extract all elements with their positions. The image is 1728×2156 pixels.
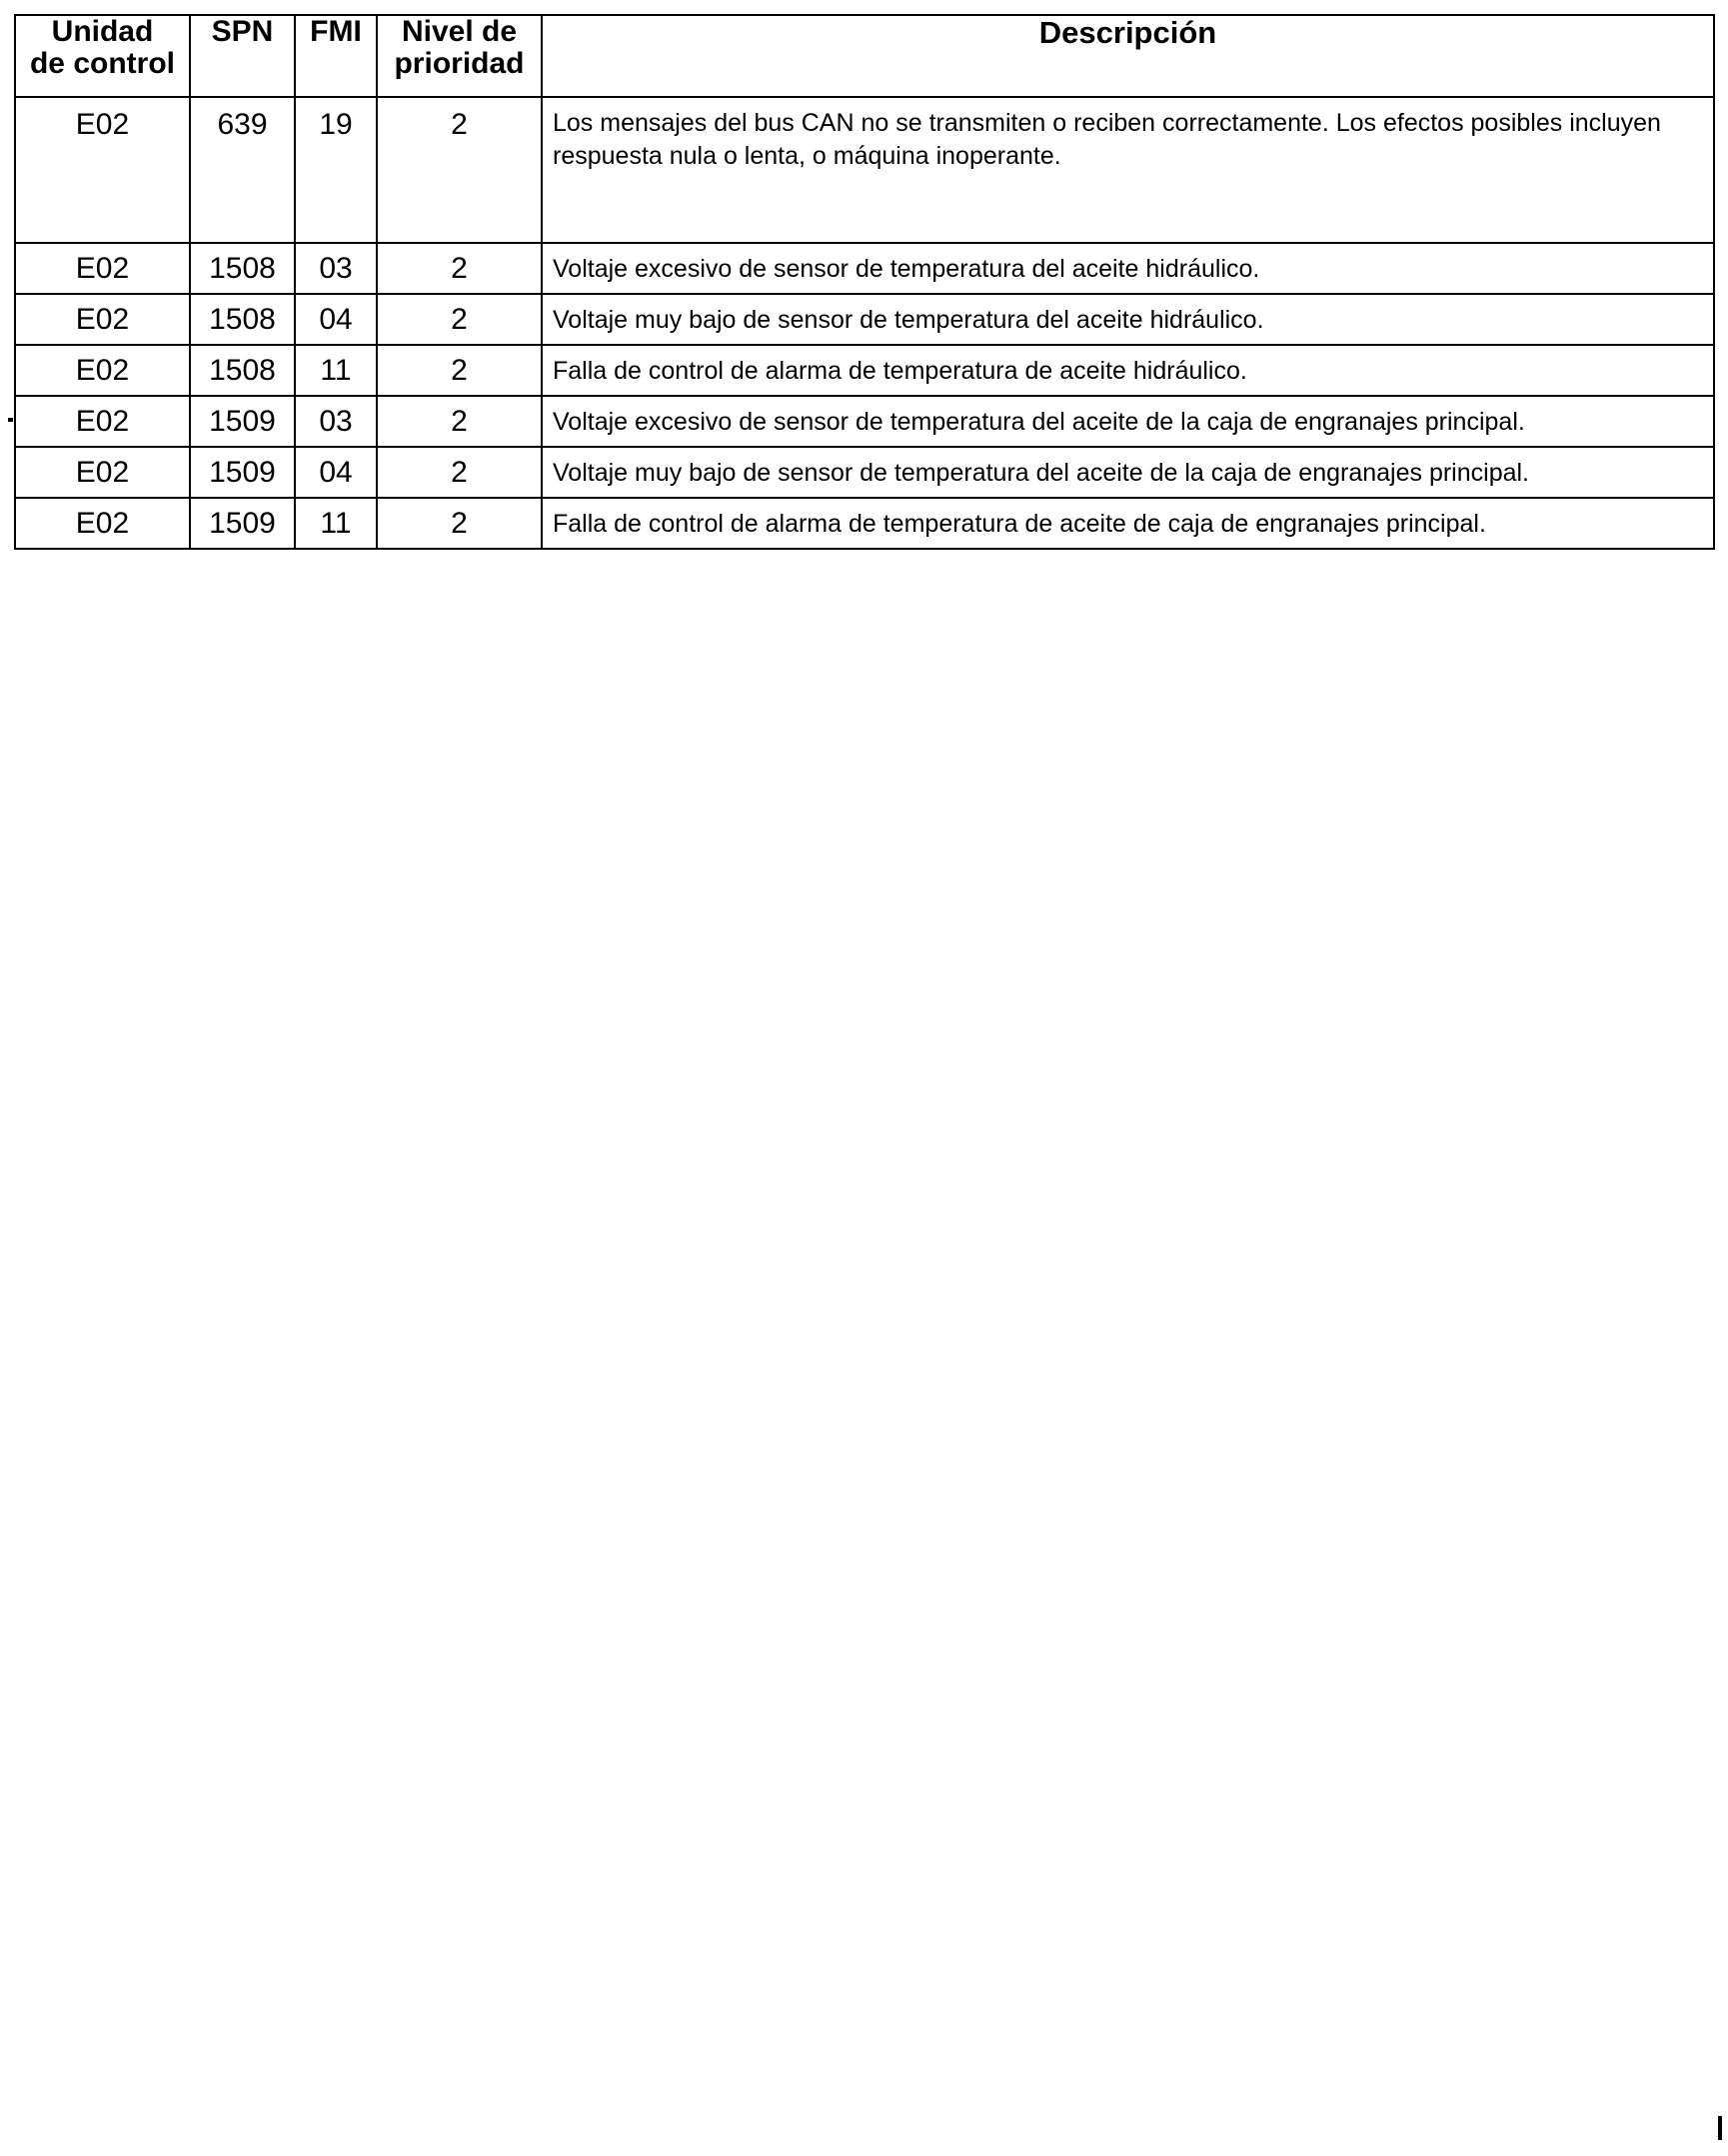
cell-description: Los mensajes del bus CAN no se transmiten o reciben correctamente. Los efectos posibles incluyen respuesta nula o lenta, o máquina inoperante.: [542, 97, 1714, 243]
table-header-row: [15, 15, 1714, 97]
column-header-priority: [377, 15, 542, 97]
cell-priority: 2: [377, 396, 542, 447]
cell-unit: E02: [15, 345, 190, 396]
cell-spn: 1509: [190, 447, 295, 498]
cell-spn: 1509: [190, 498, 295, 549]
cell-description: Falla de control de alarma de temperatura de aceite de caja de engranajes principal.: [542, 498, 1714, 549]
cell-spn: 1508: [190, 345, 295, 396]
fault-code-table: [14, 14, 1715, 550]
cell-unit: E02: [15, 447, 190, 498]
cell-spn: 1508: [190, 243, 295, 294]
table-row: [15, 294, 1714, 345]
table-row: [15, 498, 1714, 549]
cell-priority: 2: [377, 97, 542, 243]
cell-unit: E02: [15, 243, 190, 294]
cell-spn: 1509: [190, 396, 295, 447]
cell-description: Voltaje muy bajo de sensor de temperatura del aceite hidráulico.: [542, 294, 1714, 345]
cell-spn: 1508: [190, 294, 295, 345]
cell-fmi: 04: [295, 447, 377, 498]
cell-unit: E02: [15, 294, 190, 345]
cell-fmi: 11: [295, 345, 377, 396]
column-header-unit-line2: de control: [29, 47, 175, 81]
cell-fmi: 19: [295, 97, 377, 243]
cell-fmi: 11: [295, 498, 377, 549]
cell-fmi: 03: [295, 243, 377, 294]
page-margin-mark-left: [8, 418, 13, 422]
cell-priority: 2: [377, 345, 542, 396]
cell-priority: 2: [377, 243, 542, 294]
table-row: [15, 243, 1714, 294]
column-header-priority-line1: Nivel de: [401, 15, 518, 48]
cell-fmi: 03: [295, 396, 377, 447]
column-header-description: Descripción: [542, 15, 1714, 97]
cell-description: Voltaje excesivo de sensor de temperatura del aceite de la caja de engranajes principal.: [542, 396, 1714, 447]
cell-unit: E02: [15, 498, 190, 549]
table-row: [15, 396, 1714, 447]
table-header: [15, 15, 1714, 97]
cell-description: Voltaje muy bajo de sensor de temperatura del aceite de la caja de engranajes principal.: [542, 447, 1714, 498]
page-margin-mark-right: [1718, 2116, 1722, 2140]
cell-unit: E02: [15, 396, 190, 447]
table-body: [15, 97, 1714, 549]
table-row: [15, 97, 1714, 243]
column-header-unit: [15, 15, 190, 97]
table-row: [15, 447, 1714, 498]
column-header-unit-line1: Unidad: [51, 15, 154, 48]
column-header-spn: SPN: [190, 15, 295, 97]
column-header-priority-line2: prioridad: [394, 47, 525, 81]
cell-priority: 2: [377, 294, 542, 345]
cell-fmi: 04: [295, 294, 377, 345]
cell-priority: 2: [377, 447, 542, 498]
column-header-fmi: FMI: [295, 15, 377, 97]
cell-spn: 639: [190, 97, 295, 243]
cell-description: Falla de control de alarma de temperatura de aceite hidráulico.: [542, 345, 1714, 396]
cell-unit: E02: [15, 97, 190, 243]
cell-description: Voltaje excesivo de sensor de temperatura del aceite hidráulico.: [542, 243, 1714, 294]
cell-priority: 2: [377, 498, 542, 549]
table-row: [15, 345, 1714, 396]
